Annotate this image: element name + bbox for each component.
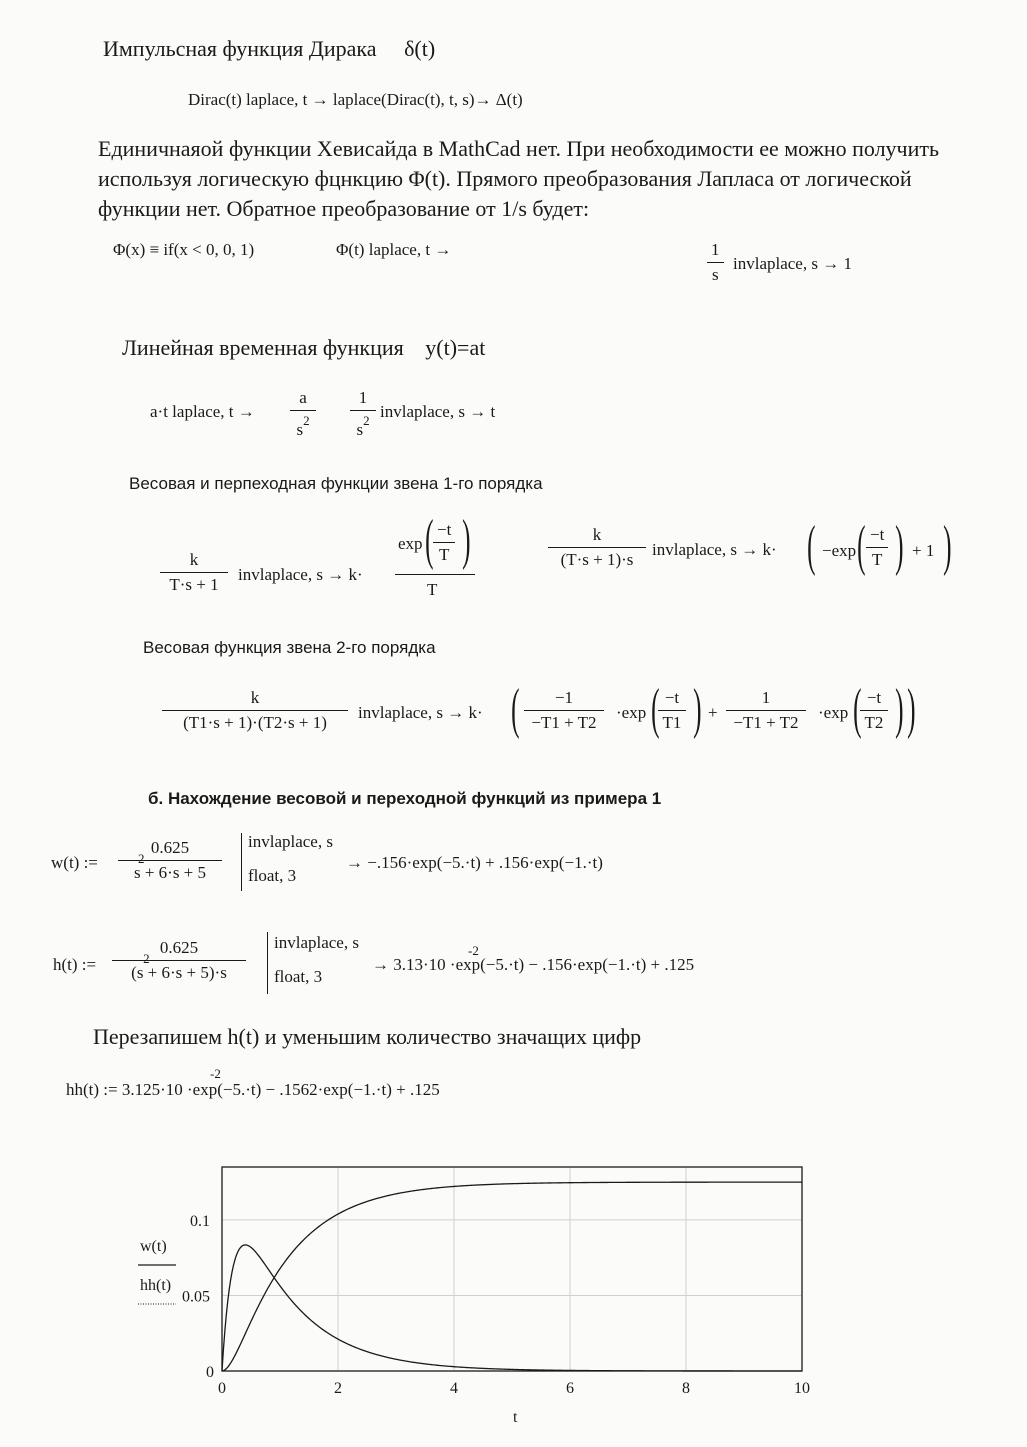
fraction-numerator: a (299, 388, 307, 407)
left-paren: ( (425, 509, 434, 571)
right-paren: ) (943, 515, 952, 577)
right-paren: ) (895, 515, 904, 577)
w-op1: invlaplace, s (248, 832, 333, 851)
fraction-numerator: k (592, 525, 602, 544)
x-tick-label: 0 (218, 1380, 226, 1397)
first-order-step-fraction (548, 525, 646, 570)
fraction-denominator: 2 s + 6·s + 5 (133, 851, 207, 882)
second-order-op: invlaplace, s → k· (358, 703, 483, 722)
heaviside-inverse-fraction (707, 240, 724, 285)
exp-label: exp (398, 534, 423, 553)
rewrite-heading: Перезапишем h(t) и уменьшим количество значащих цифр (93, 1024, 642, 1049)
fraction-bar (658, 710, 686, 711)
second-order-result (511, 678, 922, 747)
term-b-fraction (726, 688, 806, 733)
linear-fraction-2 (350, 388, 376, 440)
fraction-numerator: −1 (554, 688, 574, 707)
h-op1: invlaplace, s (274, 933, 359, 952)
fraction-bar (290, 410, 316, 411)
linear-laplace: a·t laplace, t → (150, 402, 255, 421)
exp-inner-fraction (433, 520, 455, 565)
second-order-heading: Весовая функция звена 2-го порядка (143, 638, 436, 657)
y-tick-label: 0.05 (182, 1288, 210, 1306)
chart-grid (222, 1167, 802, 1371)
exp-label: ·exp (818, 703, 849, 722)
fraction-denominator: T (438, 545, 450, 564)
first-order-heading: Весовая и перпеходная функции звена 1-го порядка (129, 474, 543, 493)
first-order-weight-result (395, 509, 477, 606)
fraction-denominator: −T1 + T2 (531, 713, 597, 732)
first-order-weight-op: invlaplace, s → k· (238, 565, 363, 584)
linear-heading (122, 335, 485, 361)
fraction-numerator: −t (437, 520, 452, 539)
linear-inverse: invlaplace, s → t (380, 402, 496, 421)
h-label: h(t) := (53, 955, 97, 974)
heaviside-definition: Φ(x) ≡ if(x < 0, 0, 1) (113, 240, 255, 259)
series-w-line (222, 1245, 802, 1371)
h-fraction (112, 938, 246, 983)
legend-w-label: w(t) (140, 1238, 167, 1255)
w-fraction (118, 838, 222, 883)
fraction-numerator: −t (664, 688, 680, 707)
w-op2: float, 3 (248, 866, 297, 885)
fraction-denominator: (T1·s + 1)·(T2·s + 1) (183, 713, 327, 732)
h-result: → 3.13·10 ·exp(−5.·t) − .156·exp(−1.·t) + .125 -2 (372, 943, 695, 974)
left-paren: ( (857, 515, 866, 577)
linear-func: y(t)=at (425, 335, 486, 360)
plot-frame (222, 1167, 802, 1371)
fraction-denominator: $s^2$ (296, 413, 310, 439)
dirac-heading-text: Импульсная функция Дирака (103, 36, 377, 61)
fraction-bar (860, 710, 888, 711)
operator-bar (267, 932, 268, 994)
first-order-step-result (807, 515, 958, 584)
heaviside-paragraph: Единичнаяой функции Хевисайда в MathCad нет. При необходимости ее можно получить используя логическую фцнкцию Φ(t). Прямого преобразования Лапласа от логической функции нет. Обратное преобразование от 1/s будет: (98, 136, 940, 221)
y-tick-label: 0 (206, 1364, 214, 1381)
dirac-symbol: δ(t) (404, 36, 436, 61)
exp-label: ·exp (616, 703, 647, 722)
x-tick-label: 2 (334, 1380, 342, 1397)
w-label: w(t) := (51, 853, 98, 872)
fraction-denominator: T1 (662, 713, 682, 732)
dirac-heading (103, 36, 435, 62)
example-heading: б. Нахождение весовой и переходной функций из примера 1 (148, 789, 662, 808)
left-paren: ( (853, 678, 862, 740)
fraction-bar (548, 547, 646, 548)
first-order-step-op: invlaplace, s → k· (652, 540, 777, 559)
x-tick-label: 10 (794, 1380, 810, 1397)
fraction-numerator: 1 (761, 688, 771, 707)
legend-hh-label: hh(t) (140, 1277, 172, 1294)
x-axis-label: t (513, 1409, 518, 1426)
response-chart (0, 1147, 1027, 1447)
fraction-denominator: T·s + 1 (169, 575, 219, 594)
term-a-inner-fraction (658, 688, 686, 733)
exp-label: −exp (822, 541, 857, 560)
fraction-bar (726, 710, 806, 711)
fraction-bar (112, 960, 246, 961)
fraction-numerator: 0.625 (150, 838, 190, 857)
left-paren: ( (807, 515, 816, 577)
fraction-numerator: −t (866, 688, 882, 707)
x-tick-label: 6 (566, 1380, 574, 1397)
right-paren: ) (693, 678, 702, 740)
fraction-denominator: s (711, 265, 719, 284)
fraction-bar (524, 710, 604, 711)
fraction-denominator: T (871, 550, 883, 569)
fraction-bar (433, 542, 455, 543)
fraction-bar (162, 710, 348, 711)
fraction-numerator: −t (870, 525, 885, 544)
fraction-bar (395, 574, 475, 575)
fraction-denominator: $s^2$ (356, 413, 370, 439)
plus-sign: + (708, 703, 718, 722)
y-tick-label: 0.1 (190, 1212, 210, 1230)
linear-fraction-1 (290, 388, 316, 440)
operator-bar (241, 833, 242, 891)
right-paren: ) (462, 509, 471, 571)
tail: + 1 (912, 541, 935, 560)
x-tick-label: 4 (450, 1380, 458, 1397)
fraction-bar (866, 547, 888, 548)
second-order-fraction (162, 688, 348, 733)
dirac-expression: Dirac(t) laplace, t → laplace(Dirac(t), t, s)→ Δ(t) (188, 90, 523, 109)
heaviside-inverse-result: invlaplace, s → 1 (733, 254, 852, 273)
x-tick-label: 8 (682, 1380, 690, 1397)
right-paren: ) (895, 678, 904, 740)
left-paren: ( (651, 678, 660, 740)
fraction-denominator: T2 (864, 713, 884, 732)
right-paren: ) (907, 678, 916, 740)
w-result: → −.156·exp(−5.·t) + .156·exp(−1.·t) (346, 853, 603, 872)
fraction-numerator: k (250, 688, 260, 707)
fraction-numerator: 1 (711, 240, 720, 259)
fraction-bar (707, 262, 724, 263)
linear-heading-text: Линейная временная функция (122, 335, 404, 360)
term-a-fraction (524, 688, 604, 733)
fraction-bar (160, 572, 228, 573)
series-hh-line (222, 1182, 802, 1371)
left-paren: ( (511, 678, 520, 740)
exponent: -2 (468, 943, 479, 958)
fraction-numerator: 0.625 (159, 938, 199, 957)
exp-inner-fraction (866, 525, 888, 570)
fraction-denominator: (T·s + 1)·s (560, 550, 634, 569)
fraction-denominator: T (427, 580, 438, 599)
hh-expression: hh(t) := 3.125·10 ·exp(−5.·t) − .1562·exp(−1.·t) + .125 -2 (66, 1066, 440, 1099)
fraction-denominator: −T1 + T2 (733, 713, 799, 732)
first-order-weight-fraction (160, 550, 228, 595)
fraction-denominator: 2 (s + 6·s + 5)·s (131, 951, 227, 982)
fraction-numerator: k (189, 550, 199, 569)
fraction-bar (350, 410, 376, 411)
term-b-inner-fraction (860, 688, 888, 733)
fraction-numerator: 1 (358, 388, 368, 407)
fraction-bar (118, 860, 222, 861)
h-op2: float, 3 (274, 967, 323, 986)
exponent: -2 (210, 1066, 221, 1081)
heaviside-laplace: Φ(t) laplace, t → (336, 240, 452, 259)
